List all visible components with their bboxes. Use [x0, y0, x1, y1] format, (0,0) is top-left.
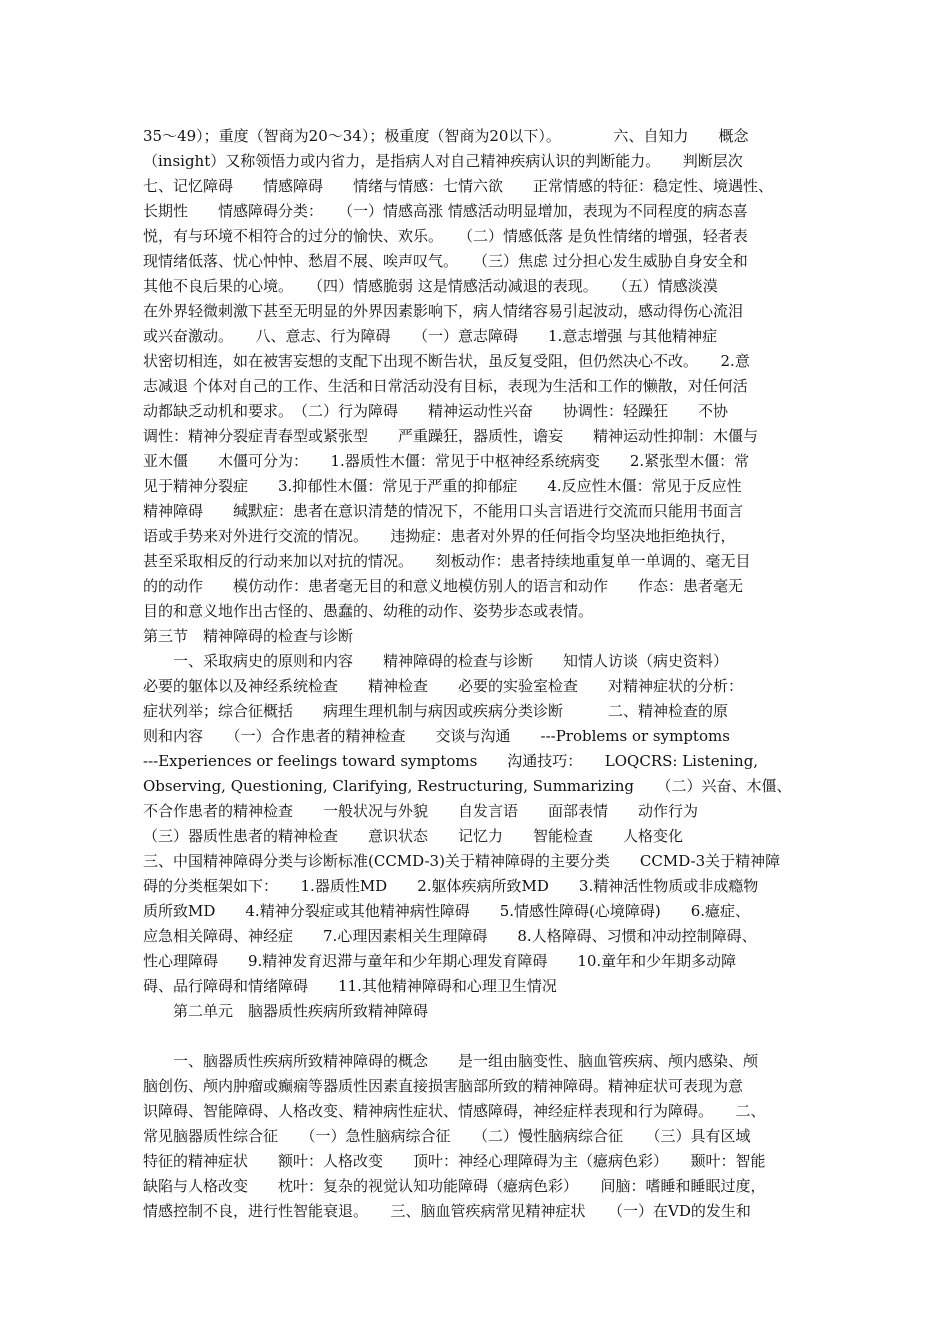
text-line: 悦，有与环境不相符合的过分的愉快、欢乐。 （二）情感低落 是负性情绪的增强，轻者表: [143, 227, 748, 245]
text-line: 志减退 个体对自己的工作、生活和日常活动没有目标，表现为生活和工作的懒散，对任何活: [143, 377, 748, 395]
text-line: 的的动作 模仿动作：患者毫无目的和意义地模仿别人的语言和动作 作态：患者毫无: [143, 577, 744, 595]
text-line: （三）器质性患者的精神检查 意识状态 记忆力 智能检查 人格变化: [143, 827, 684, 845]
text-line: 长期性 情感障碍分类： （一）情感高涨 情感活动明显增加，表现为不同程度的病态喜: [143, 202, 748, 220]
text-line: 情感控制不良，进行性智能衰退。 三、脑血管疾病常见精神症状 （一）在VD的发生和: [143, 1202, 751, 1220]
text-line: 语或手势来对外进行交流的情况。 违拗症：患者对外界的任何指令均坚决地拒绝执行，: [143, 527, 736, 545]
section-heading: 第三节 精神障碍的检查与诊断: [143, 627, 354, 645]
text-line: 必要的躯体以及神经系统检查 精神检查 必要的实验室检查 对精神症状的分析：: [143, 677, 744, 695]
text-line: 见于精神分裂症 3.抑郁性木僵：常见于严重的抑郁症 4.反应性木僵：常见于反应性: [143, 477, 742, 495]
text-line: 现情绪低落、忧心忡忡、愁眉不展、唉声叹气。 （三）焦虑 过分担心发生威胁自身安全和: [143, 252, 748, 270]
text-line: 35～49）；重度（智商为20～34）；极重度（智商为20以下）。 六、自知力 概念: [143, 127, 749, 145]
text-line: 碍的分类框架如下： 1.器质性MD 2.躯体疾病所致MD 3.精神活性物质或非成瘾物: [143, 877, 759, 895]
text-line: 不合作患者的精神检查 一般状况与外貌 自发言语 面部表情 动作行为: [143, 802, 699, 820]
text-line: 识障碍、智能障碍、人格改变、精神病性症状、情感障碍，神经症样表现和行为障碍。 二、: [143, 1102, 766, 1120]
text-line: 精神障碍 缄默症：患者在意识清楚的情况下，不能用口头言语进行交流而只能用书面言: [143, 502, 744, 520]
text-line: 一、采取病史的原则和内容 精神障碍的检查与诊断 知情人访谈（病史资料）: [143, 652, 729, 670]
text-line: 其他不良后果的心境。 （四）情感脆弱 这是情感活动减退的表现。 （五）情感淡漠: [143, 277, 718, 295]
text-line: 甚至采取相反的行动来加以对抗的情况。 刻板动作：患者持续地重复单一单调的、毫无目: [143, 552, 751, 570]
text-line: 在外界轻微刺激下甚至无明显的外界因素影响下，病人情绪容易引起波动，感动得伤心流泪: [143, 302, 744, 320]
text-line: Observing, Questioning, Clarifying, Restructuring, Summarizing （二）兴奋、木僵、: [143, 777, 792, 795]
text-line: 调性：精神分裂症青春型或紧张型 严重躁狂，器质性，谵妄 精神运动性抑制：木僵与: [143, 427, 759, 445]
text-line: 性心理障碍 9.精神发育迟滞与童年和少年期心理发育障碍 10.童年和少年期多动障: [143, 952, 737, 970]
unit-heading: 第二单元 脑器质性疾病所致精神障碍: [143, 1002, 429, 1020]
text-line: 亚木僵 木僵可分为： 1.器质性木僵：常见于中枢神经系统病变 2.紧张型木僵：常: [143, 452, 750, 470]
text-line: （insight）又称领悟力或内省力，是指病人对自己精神疾病认识的判断能力。 判断层次: [143, 152, 743, 170]
text-line: 碍、品行障碍和情绪障碍 11.其他精神障碍和心理卫生情况: [143, 977, 557, 995]
text-line: 七、记忆障碍 情感障碍 情绪与情感：七情六欲 正常情感的特征：稳定性、境遇性、: [143, 177, 774, 195]
text-line: ---Experiences or feelings toward symptoms 沟通技巧： LOQCRS: Listening,: [143, 752, 759, 770]
text-line: 三、中国精神障碍分类与诊断标准(CCMD-3)关于精神障碍的主要分类 CCMD-3关于精神障: [143, 852, 781, 870]
text-line: 质所致MD 4.精神分裂症或其他精神病性障碍 5.情感性障碍(心境障碍) 6.癔症、: [143, 902, 751, 920]
text-line: 状密切相连，如在被害妄想的支配下出现不断告状，虽反复受阻，但仍然决心不改。 2.意: [143, 352, 750, 370]
text-line: 缺陷与人格改变 枕叶：复杂的视觉认知功能障碍（癔病色彩） 间脑：嗜睡和睡眠过度，: [143, 1177, 766, 1195]
text-line: 一、脑器质性疾病所致精神障碍的概念 是一组由脑变性、脑血管疾病、颅内感染、颅: [143, 1052, 759, 1070]
text-line: 则和内容 （一）合作患者的精神检查 交谈与沟通 ---Problems or symptoms: [143, 727, 730, 745]
text-line: 目的和意义地作出古怪的、愚蠢的、幼稚的动作、姿势步态或表情。: [143, 602, 594, 620]
text-line: 常见脑器质性综合征 （一）急性脑病综合征 （二）慢性脑病综合征 （三）具有区域: [143, 1127, 751, 1145]
text-line: 或兴奋激动。 八、意志、行为障碍 （一）意志障碍 1.意志增强 与其他精神症: [143, 327, 718, 345]
text-line: 应急相关障碍、神经症 7.心理因素相关生理障碍 8.人格障碍、习惯和冲动控制障碍、: [143, 927, 757, 945]
text-line: 症状列举；综合征概括 病理生理机制与病因或疾病分类诊断 二、精神检查的原: [143, 702, 729, 720]
text-line: 脑创伤、颅内肿瘤或癫痫等器质性因素直接损害脑部所致的精神障碍。精神症状可表现为意: [143, 1077, 744, 1095]
text-line: 动都缺乏动机和要求。 （二）行为障碍 精神运动性兴奋 协调性：轻躁狂 不协: [143, 402, 729, 420]
text-line: 特征的精神症状 额叶：人格改变 顶叶：神经心理障碍为主（癔病色彩） 颞叶：智能: [143, 1152, 766, 1170]
